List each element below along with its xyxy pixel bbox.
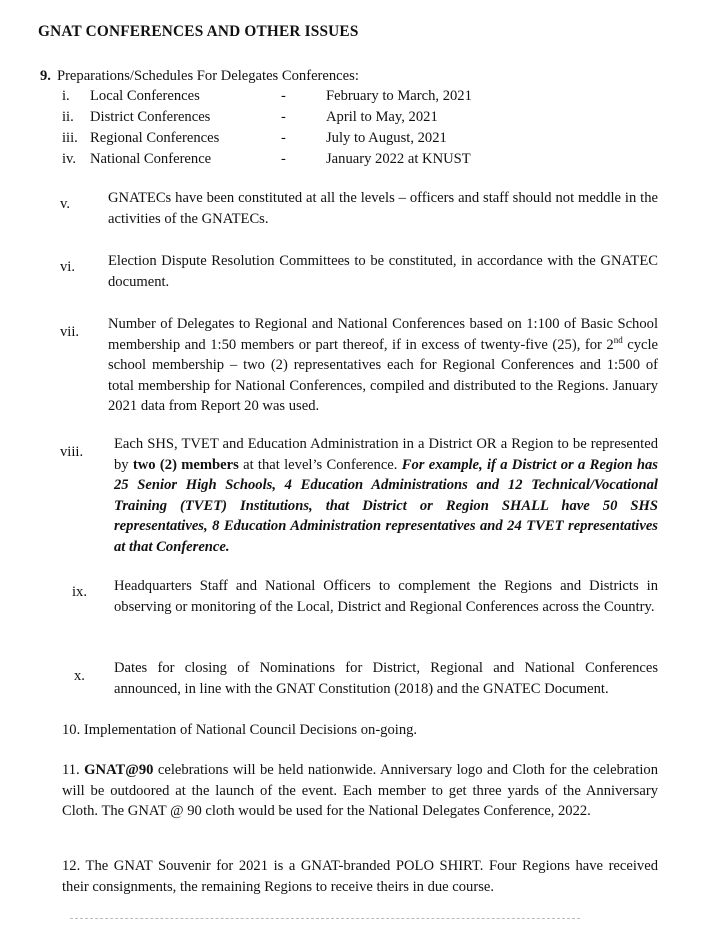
- point-viii-bold: two (2) members: [132, 456, 239, 473]
- section-heading: GNAT CONFERENCES AND OTHER ISSUES: [38, 23, 359, 40]
- point-vii-text-a: Number of Delegates to Regional and National Conferences based on 1:100 of Basic School membership and 1:50 members or part thereof, if in excess of twenty-five (25), for 2: [108, 316, 658, 353]
- schedule-date: July to August, 2021: [326, 130, 447, 146]
- point-v-text: GNATECs have been constituted at all the levels – officers and staff should not meddle in the activities of the GNATECs.: [108, 190, 658, 227]
- item-9-title: [40, 66, 359, 87]
- point-vi-text: Election Dispute Resolution Committees to be constituted, in accordance with the GNATEC document.: [108, 253, 658, 290]
- item-11-number: 11.: [62, 762, 80, 778]
- schedule-name: Local Conferences: [90, 88, 200, 104]
- point-vii-text-b: cycle school membership – two (2) representatives each for Regional Conferences and 1:500 of total membership for National Conferences, compiled and distributed to the Regions. January 2021 data from Report 20 was used.: [108, 336, 658, 414]
- point-viii-text-b: at that level’s Conference.: [238, 456, 402, 473]
- schedule-dash: -: [281, 109, 286, 125]
- schedule-dash: -: [281, 88, 286, 104]
- point-x-text: Dates for closing of Nominations for District, Regional and National Conferences announced, in line with the GNAT Constitution (2018) and the GNATEC Document.: [114, 660, 658, 697]
- schedule-row-regional: [0, 128, 720, 148]
- schedule-date: February to March, 2021: [326, 88, 472, 104]
- item-9-title-text: Preparations/Schedules For Delegates Conferences:: [56, 68, 359, 84]
- schedule-name: Regional Conferences: [90, 130, 220, 146]
- item-10-text: Implementation of National Council Decisions on-going.: [83, 722, 418, 738]
- item-11-bold: GNAT@90: [84, 762, 154, 778]
- point-vii-superscript: nd: [613, 334, 623, 345]
- schedule-row-national: [0, 149, 720, 169]
- item-10: [62, 720, 658, 741]
- schedule-num: iv.: [62, 151, 77, 167]
- point-vii-text: [108, 314, 658, 417]
- schedule-name: District Conferences: [90, 109, 211, 125]
- schedule-num: iii.: [62, 130, 78, 146]
- schedule-date: April to May, 2021: [326, 109, 438, 125]
- footer-rule: [70, 918, 580, 919]
- schedule-row-district: [0, 107, 720, 127]
- item-11: [62, 760, 658, 822]
- item-12-number: 12.: [62, 858, 81, 874]
- point-viii-example: For example, if a District or a Region has 25 Senior High Schools, 4 Education Administrations and 12 Technical/Vocational Training (TVET) Institutions, that District or Region SHALL have 50 SHS representatives, 8 Education Administration representatives and 24 TVET representatives at that Conference.: [114, 456, 658, 555]
- item-12: [62, 856, 658, 897]
- schedule-dash: -: [281, 130, 286, 146]
- schedule-row-local: [0, 86, 720, 106]
- item-12-text: The GNAT Souvenir for 2021 is a GNAT-branded POLO SHIRT. Four Regions have received their consignments, the remaining Regions to receive theirs in due course.: [62, 858, 658, 895]
- point-vii-number: vii.: [60, 324, 80, 340]
- point-vi-number: vi.: [60, 259, 75, 275]
- point-viii-number: viii.: [60, 444, 84, 460]
- schedule-num: ii.: [62, 109, 74, 125]
- item-10-number: 10.: [62, 722, 81, 738]
- point-viii-text: [114, 434, 658, 557]
- point-ix-number: ix.: [72, 584, 87, 600]
- item-11-text: celebrations will be held nationwide. Anniversary logo and Cloth for the celebration will be outdoored at the launch of the event. Each member to get three yards of the Anniversary Cloth. The GNAT @ 90 cloth would be used for the National Delegates Conference, 2022.: [62, 762, 658, 819]
- schedule-name: National Conference: [90, 151, 212, 167]
- point-viii-text-a: Each SHS, TVET and Education Administration in a District OR a Region to be represented by: [114, 436, 658, 473]
- schedule-date: January 2022 at KNUST: [326, 151, 471, 167]
- item-9-number: 9.: [40, 68, 51, 84]
- schedule-dash: -: [281, 151, 286, 167]
- point-x-number: x.: [74, 668, 85, 684]
- point-ix-text: Headquarters Staff and National Officers to complement the Regions and Districts in observing or monitoring of the Local, District and Regional Conferences across the Country.: [114, 578, 658, 615]
- point-v-number: v.: [60, 196, 70, 212]
- schedule-num: i.: [62, 88, 70, 104]
